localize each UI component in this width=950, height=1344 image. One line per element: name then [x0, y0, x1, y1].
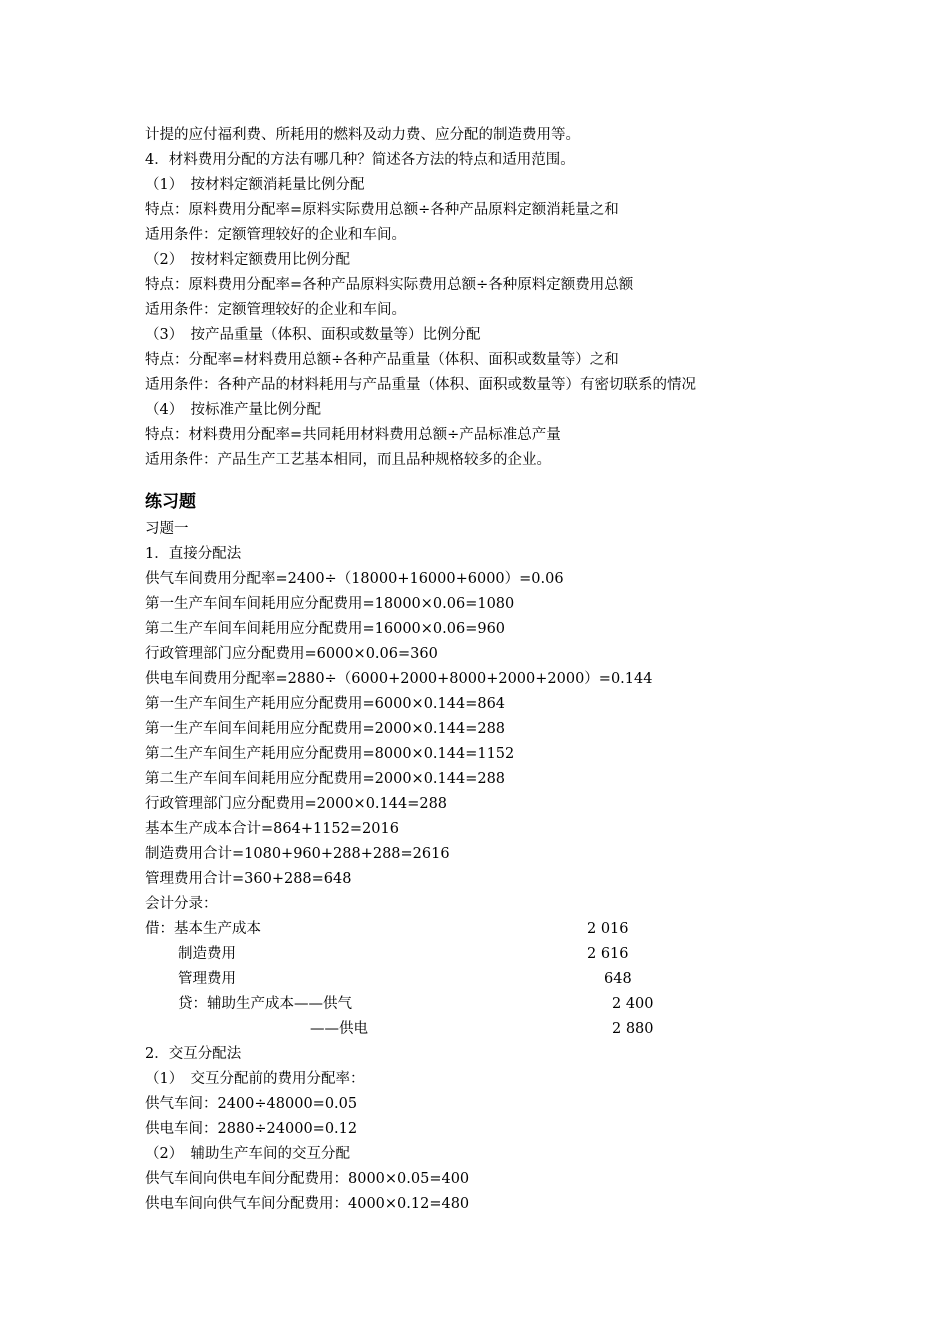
debit-account: 借：基本生产成本	[145, 921, 261, 937]
calc-line: 行政管理部门应分配费用=2000×0.144=288	[145, 796, 448, 812]
journal-row	[145, 992, 845, 1017]
step-title: （1） 交互分配前的费用分配率：	[145, 1071, 365, 1087]
total-line: 制造费用合计=1080+960+288+288=2616	[145, 846, 450, 862]
credit-account: 贷：辅助生产成本——供气	[178, 996, 352, 1012]
credit-amount: 2 880	[612, 1021, 654, 1037]
debit-account: 管理费用	[178, 971, 236, 987]
debit-account: 制造费用	[178, 946, 236, 962]
credit-account: ——供电	[310, 1021, 368, 1037]
method-condition: 适用条件：各种产品的材料耗用与产品重量（体积、面积或数量等）有密切联系的情况	[145, 377, 696, 393]
text-line: 计提的应付福利费、所耗用的燃料及动力费、应分配的制造费用等。	[145, 127, 580, 143]
calc-line: 供电车间：2880÷24000=0.12	[145, 1121, 358, 1137]
calc-line: 第一生产车间生产耗用应分配费用=6000×0.144=864	[145, 696, 506, 712]
debit-amount: 648	[604, 971, 632, 987]
method2-section	[145, 1042, 845, 1217]
method-condition: 适用条件：产品生产工艺基本相同，而且品种规格较多的企业。	[145, 452, 551, 468]
calc-line: 供气车间费用分配率=2400÷（18000+16000+6000）=0.06	[145, 571, 564, 587]
calc-line: 第二生产车间车间耗用应分配费用=2000×0.144=288	[145, 771, 506, 787]
total-line: 基本生产成本合计=864+1152=2016	[145, 821, 399, 837]
calc-line: 第二生产车间生产耗用应分配费用=8000×0.144=1152	[145, 746, 515, 762]
method-title: （3） 按产品重量（体积、面积或数量等）比例分配	[145, 327, 481, 343]
method-feature: 特点：分配率=材料费用总额÷各种产品重量（体积、面积或数量等）之和	[145, 352, 619, 368]
method-condition: 适用条件：定额管理较好的企业和车间。	[145, 227, 406, 243]
method1-section	[145, 542, 845, 917]
journal-entry	[145, 917, 845, 1042]
section-heading: 练习题	[145, 492, 196, 512]
question-title: 4．材料费用分配的方法有哪几种？简述各方法的特点和适用范围。	[145, 152, 575, 168]
method2-title: 2．交互分配法	[145, 1046, 242, 1062]
calc-line: 供气车间：2400÷48000=0.05	[145, 1096, 358, 1112]
credit-amount: 2 400	[612, 996, 654, 1012]
calc-line: 第一生产车间车间耗用应分配费用=2000×0.144=288	[145, 721, 506, 737]
debit-amount: 2 616	[587, 946, 629, 962]
method-condition: 适用条件：定额管理较好的企业和车间。	[145, 302, 406, 318]
method-title: （1） 按材料定额消耗量比例分配	[145, 177, 365, 193]
calc-line: 第二生产车间车间耗用应分配费用=16000×0.06=960	[145, 621, 506, 637]
calc-line: 行政管理部门应分配费用=6000×0.06=360	[145, 646, 438, 662]
journal-row	[145, 1017, 845, 1042]
journal-row	[145, 917, 845, 942]
calc-line: 供气车间向供电车间分配费用：8000×0.05=400	[145, 1171, 470, 1187]
method-title: （4） 按标准产量比例分配	[145, 402, 321, 418]
total-line: 管理费用合计=360+288=648	[145, 871, 352, 887]
method-feature: 特点：材料费用分配率=共同耗用材料费用总额÷产品标准总产量	[145, 427, 561, 443]
journal-row	[145, 942, 845, 967]
method1-title: 1．直接分配法	[145, 546, 242, 562]
intro-section	[145, 123, 845, 473]
debit-amount: 2 016	[587, 921, 629, 937]
calc-line: 供电车间费用分配率=2880÷（6000+2000+8000+2000+2000）=0.144	[145, 671, 653, 687]
calc-line: 供电车间向供气车间分配费用：4000×0.12=480	[145, 1196, 470, 1212]
method-feature: 特点：原料费用分配率=原料实际费用总额÷各种产品原料定额消耗量之和	[145, 202, 619, 218]
exercise-subtitle: 习题一	[145, 521, 189, 537]
document-page	[145, 123, 845, 1217]
journal-title: 会计分录：	[145, 896, 218, 912]
calc-line: 第一生产车间车间耗用应分配费用=18000×0.06=1080	[145, 596, 515, 612]
journal-row	[145, 967, 845, 992]
method-feature: 特点：原料费用分配率=各种产品原料实际费用总额÷各种原料定额费用总额	[145, 277, 634, 293]
method-title: （2） 按材料定额费用比例分配	[145, 252, 350, 268]
step-title: （2） 辅助生产车间的交互分配	[145, 1146, 350, 1162]
